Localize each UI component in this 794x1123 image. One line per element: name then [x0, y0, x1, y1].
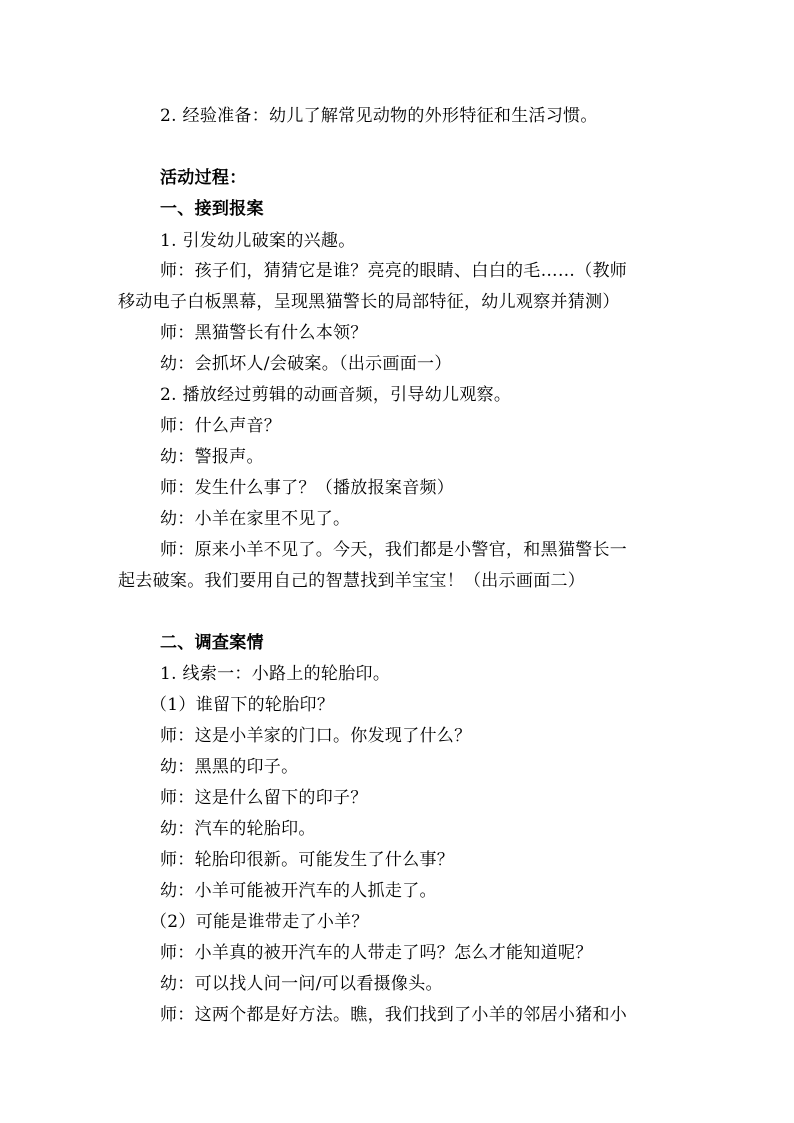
section-2-heading: 二、调查案情: [160, 633, 264, 653]
dialogue-line: 师：这两个都是好方法。瞧，我们找到了小羊的邻居小猪和小: [160, 1005, 628, 1025]
dialogue-line: 师：孩子们，猜猜它是谁？亮亮的眼睛、白白的毛……（教师: [160, 261, 628, 281]
section-2-clue-1: 1. 线索一：小路上的轮胎印。: [160, 664, 391, 684]
dialogue-line: 幼：警报声。: [160, 447, 264, 467]
dialogue-line: 幼：汽车的轮胎印。: [160, 819, 316, 839]
dialogue-line: 起去破案。我们要用自己的智慧找到羊宝宝！（出示画面二）: [118, 571, 586, 591]
dialogue-line: 师：轮胎印很新。可能发生了什么事？: [160, 850, 455, 870]
dialogue-line: 幼：小羊在家里不见了。: [160, 509, 351, 529]
dialogue-line: 师：这是什么留下的印子？: [160, 788, 368, 808]
prep-item-2: 2. 经验准备：幼儿了解常见动物的外形特征和生活习惯。: [160, 106, 598, 126]
dialogue-line: 幼：可以找人问一问/可以看摄像头。: [160, 974, 443, 994]
dialogue-line: 师：什么声音？: [160, 416, 282, 436]
process-title: 活动过程：: [160, 168, 247, 188]
section-1-step-1: 1. 引发幼儿破案的兴趣。: [160, 231, 356, 251]
dialogue-line: 师：黑猫警长有什么本领？: [160, 323, 368, 343]
dialogue-line: 师：发生什么事了？（播放报案音频）: [160, 478, 455, 498]
section-2-question-1: （1）谁留下的轮胎印？: [150, 695, 335, 715]
dialogue-line: 幼：黑黑的印子。: [160, 757, 299, 777]
dialogue-line: 师：原来小羊不见了。今天，我们都是小警官，和黑猫警长一: [160, 540, 628, 560]
dialogue-line: 师：小羊真的被开汽车的人带走了吗？怎么才能知道呢？: [160, 943, 593, 963]
dialogue-line: 幼：小羊可能被开汽车的人抓走了。: [160, 881, 437, 901]
dialogue-line: 师：这是小羊家的门口。你发现了什么？: [160, 726, 472, 746]
section-1-step-2: 2. 播放经过剪辑的动画音频，引导幼儿观察。: [160, 385, 512, 405]
section-1-heading: 一、接到报案: [160, 199, 264, 219]
dialogue-line: 移动电子白板黑幕，呈现黑猫警长的局部特征，幼儿观察并猜测）: [118, 292, 620, 312]
section-2-question-2: （2）可能是谁带走了小羊？: [150, 912, 369, 932]
dialogue-line: 幼：会抓坏人/会破案。（出示画面一）: [160, 354, 452, 374]
